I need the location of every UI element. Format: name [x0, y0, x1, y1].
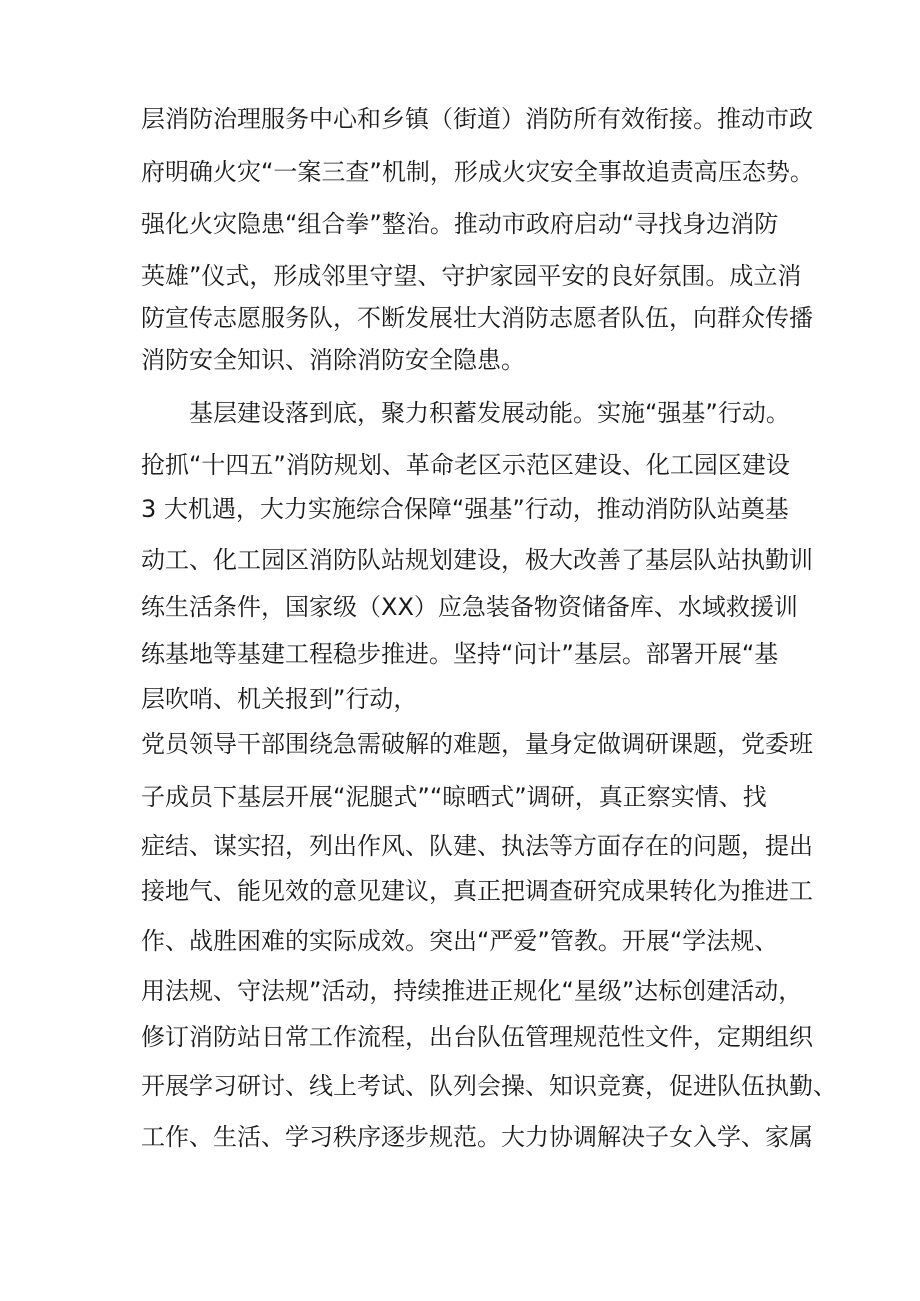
paragraph-first-line: 基层建设落到底，聚力积蓄发展动能。实施“强基”行动。 [189, 399, 790, 427]
body-text-line: 用法规、守法规”活动，持续推进正规化“星级”达标创建活动， [141, 977, 803, 1005]
body-text-line: 党员领导干部围绕急需破解的难题，量身定做调研课题，党委班 [141, 730, 813, 758]
body-text-line: 症结、谋实招，列出作风、队建、执法等方面存在的问题，提出 [141, 832, 813, 860]
body-text-line: 防宣传志愿服务队，不断发展壮大消防志愿者队伍，向群众传播 [141, 304, 813, 332]
body-text-line: 府明确火灾“一案三查”机制，形成火灾安全事故追责高压态势。 [141, 158, 814, 186]
body-text-line: 层吹哨、机关报到”行动， [141, 685, 418, 713]
body-text-line: 抢抓“十四五”消防规划、革命老区示范区建设、化工园区建设 [141, 451, 790, 479]
body-text-line: 练生活条件，国家级（XX）应急装备物资储备库、水域救援训 [141, 593, 798, 621]
body-text-line: 修订消防站日常工作流程，出台队伍管理规范性文件，定期组织 [141, 1023, 813, 1051]
body-text-line: 3 大机遇，大力实施综合保障“强基”行动，推动消防队站奠基 [141, 495, 789, 523]
body-text-line: 动工、化工园区消防队站规划建设，极大改善了基层队站执勤训 [141, 546, 813, 574]
body-text-line: 英雄”仪式，形成邻里守望、守护家园平安的良好氛围。成立消 [141, 262, 802, 290]
body-text-line: 工作、生活、学习秩序逐步规范。大力协调解决子女入学、家属 [141, 1123, 813, 1151]
body-text-line: 作、战胜困难的实际成效。突出“严爱”管教。开展“学法规、 [141, 927, 779, 955]
body-text-line: 层消防治理服务中心和乡镇（街道）消防所有效衔接。推动市政 [141, 105, 813, 133]
body-text-line: 接地气、能见效的意见建议，真正把调查研究成果转化为推进工 [141, 877, 813, 905]
body-text-line: 消防安全知识、消除消防安全隐患。 [141, 346, 525, 374]
body-text-line: 子成员下基层开展“泥腿式”“晾晒式”调研，真正察实情、找 [141, 783, 767, 811]
body-text-line: 开展学习研讨、线上考试、队列会操、知识竞赛，促进队伍执勤、 [141, 1072, 837, 1100]
body-text-line: 练基地等基建工程稳步推进。坚持“问计”基层。部署开展“基 [141, 640, 779, 668]
body-text-line: 强化火灾隐患“组合拳”整治。推动市政府启动“寻找身边消防 [141, 210, 779, 238]
